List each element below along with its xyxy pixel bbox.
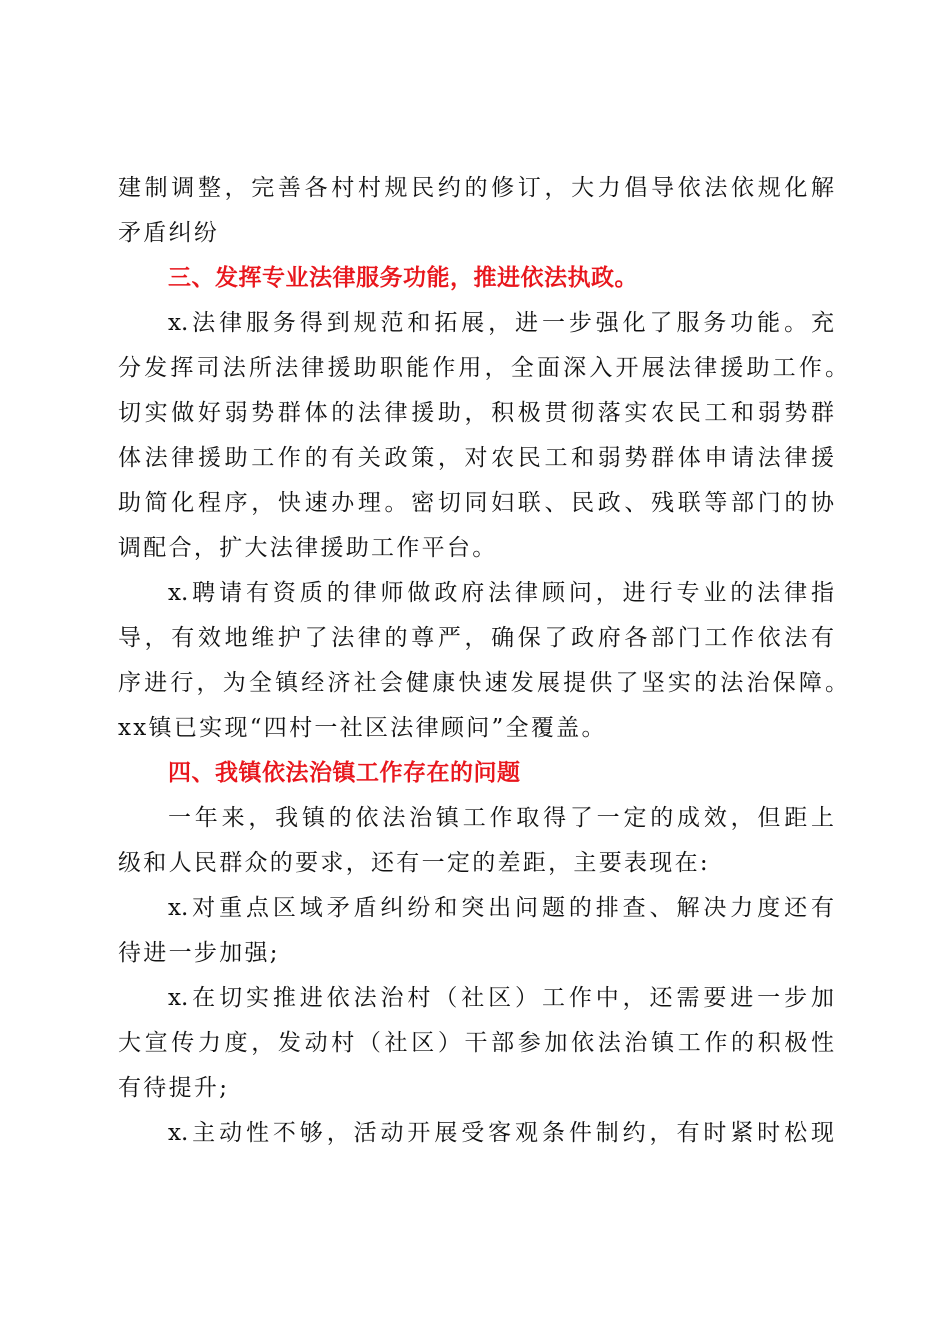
text-line: 级和人民群众的要求，还有一定的差距，主要表现在:: [118, 850, 710, 876]
text-line: xx镇已实现“四村一社区法律顾问”全覆盖。: [118, 715, 607, 741]
text-line: 建制调整，完善各村村规民约的修订，大力倡导依法依规化解: [118, 175, 834, 201]
text-line: x.法律服务得到规范和拓展，进一步强化了服务功能。充: [168, 310, 834, 336]
text-line: x.主动性不够，活动开展受客观条件制约，有时紧时松现: [168, 1120, 834, 1146]
document-page: [118, 166, 848, 1156]
text-line: x.聘请有资质的律师做政府法律顾问，进行专业的法律指: [168, 580, 834, 606]
section-heading-4: 四、我镇依法治镇工作存在的问题: [168, 760, 521, 786]
text-line: 大宣传力度，发动村（社区）干部参加依法治镇工作的积极性: [118, 1030, 834, 1056]
text-line: x.对重点区域矛盾纠纷和突出问题的排查、解决力度还有: [168, 895, 834, 921]
text-line: 体法律援助工作的有关政策，对农民工和弱势群体申请法律援: [118, 445, 834, 471]
text-line: 导，有效地维护了法律的尊严，确保了政府各部门工作依法有: [118, 625, 834, 651]
text-line: 调配合，扩大法律援助工作平台。: [118, 535, 498, 561]
text-line: 助简化程序，快速办理。密切同妇联、民政、残联等部门的协: [118, 490, 834, 516]
section-heading-3: 三、发挥专业法律服务功能，推进依法执政。: [168, 265, 638, 291]
text-line: 分发挥司法所法律援助职能作用，全面深入开展法律援助工作。: [118, 355, 848, 381]
text-line: x.在切实推进依法治村（社区）工作中，还需要进一步加: [168, 985, 834, 1011]
text-line: 矛盾纠纷: [118, 220, 220, 246]
text-line: 序进行，为全镇经济社会健康快速发展提供了坚实的法治保障。: [118, 670, 848, 696]
text-line: 一年来，我镇的依法治镇工作取得了一定的成效，但距上: [168, 805, 834, 831]
text-line: 切实做好弱势群体的法律援助，积极贯彻落实农民工和弱势群: [118, 400, 834, 426]
text-line: 有待提升;: [118, 1075, 230, 1101]
text-line: 待进一步加强;: [118, 940, 280, 966]
